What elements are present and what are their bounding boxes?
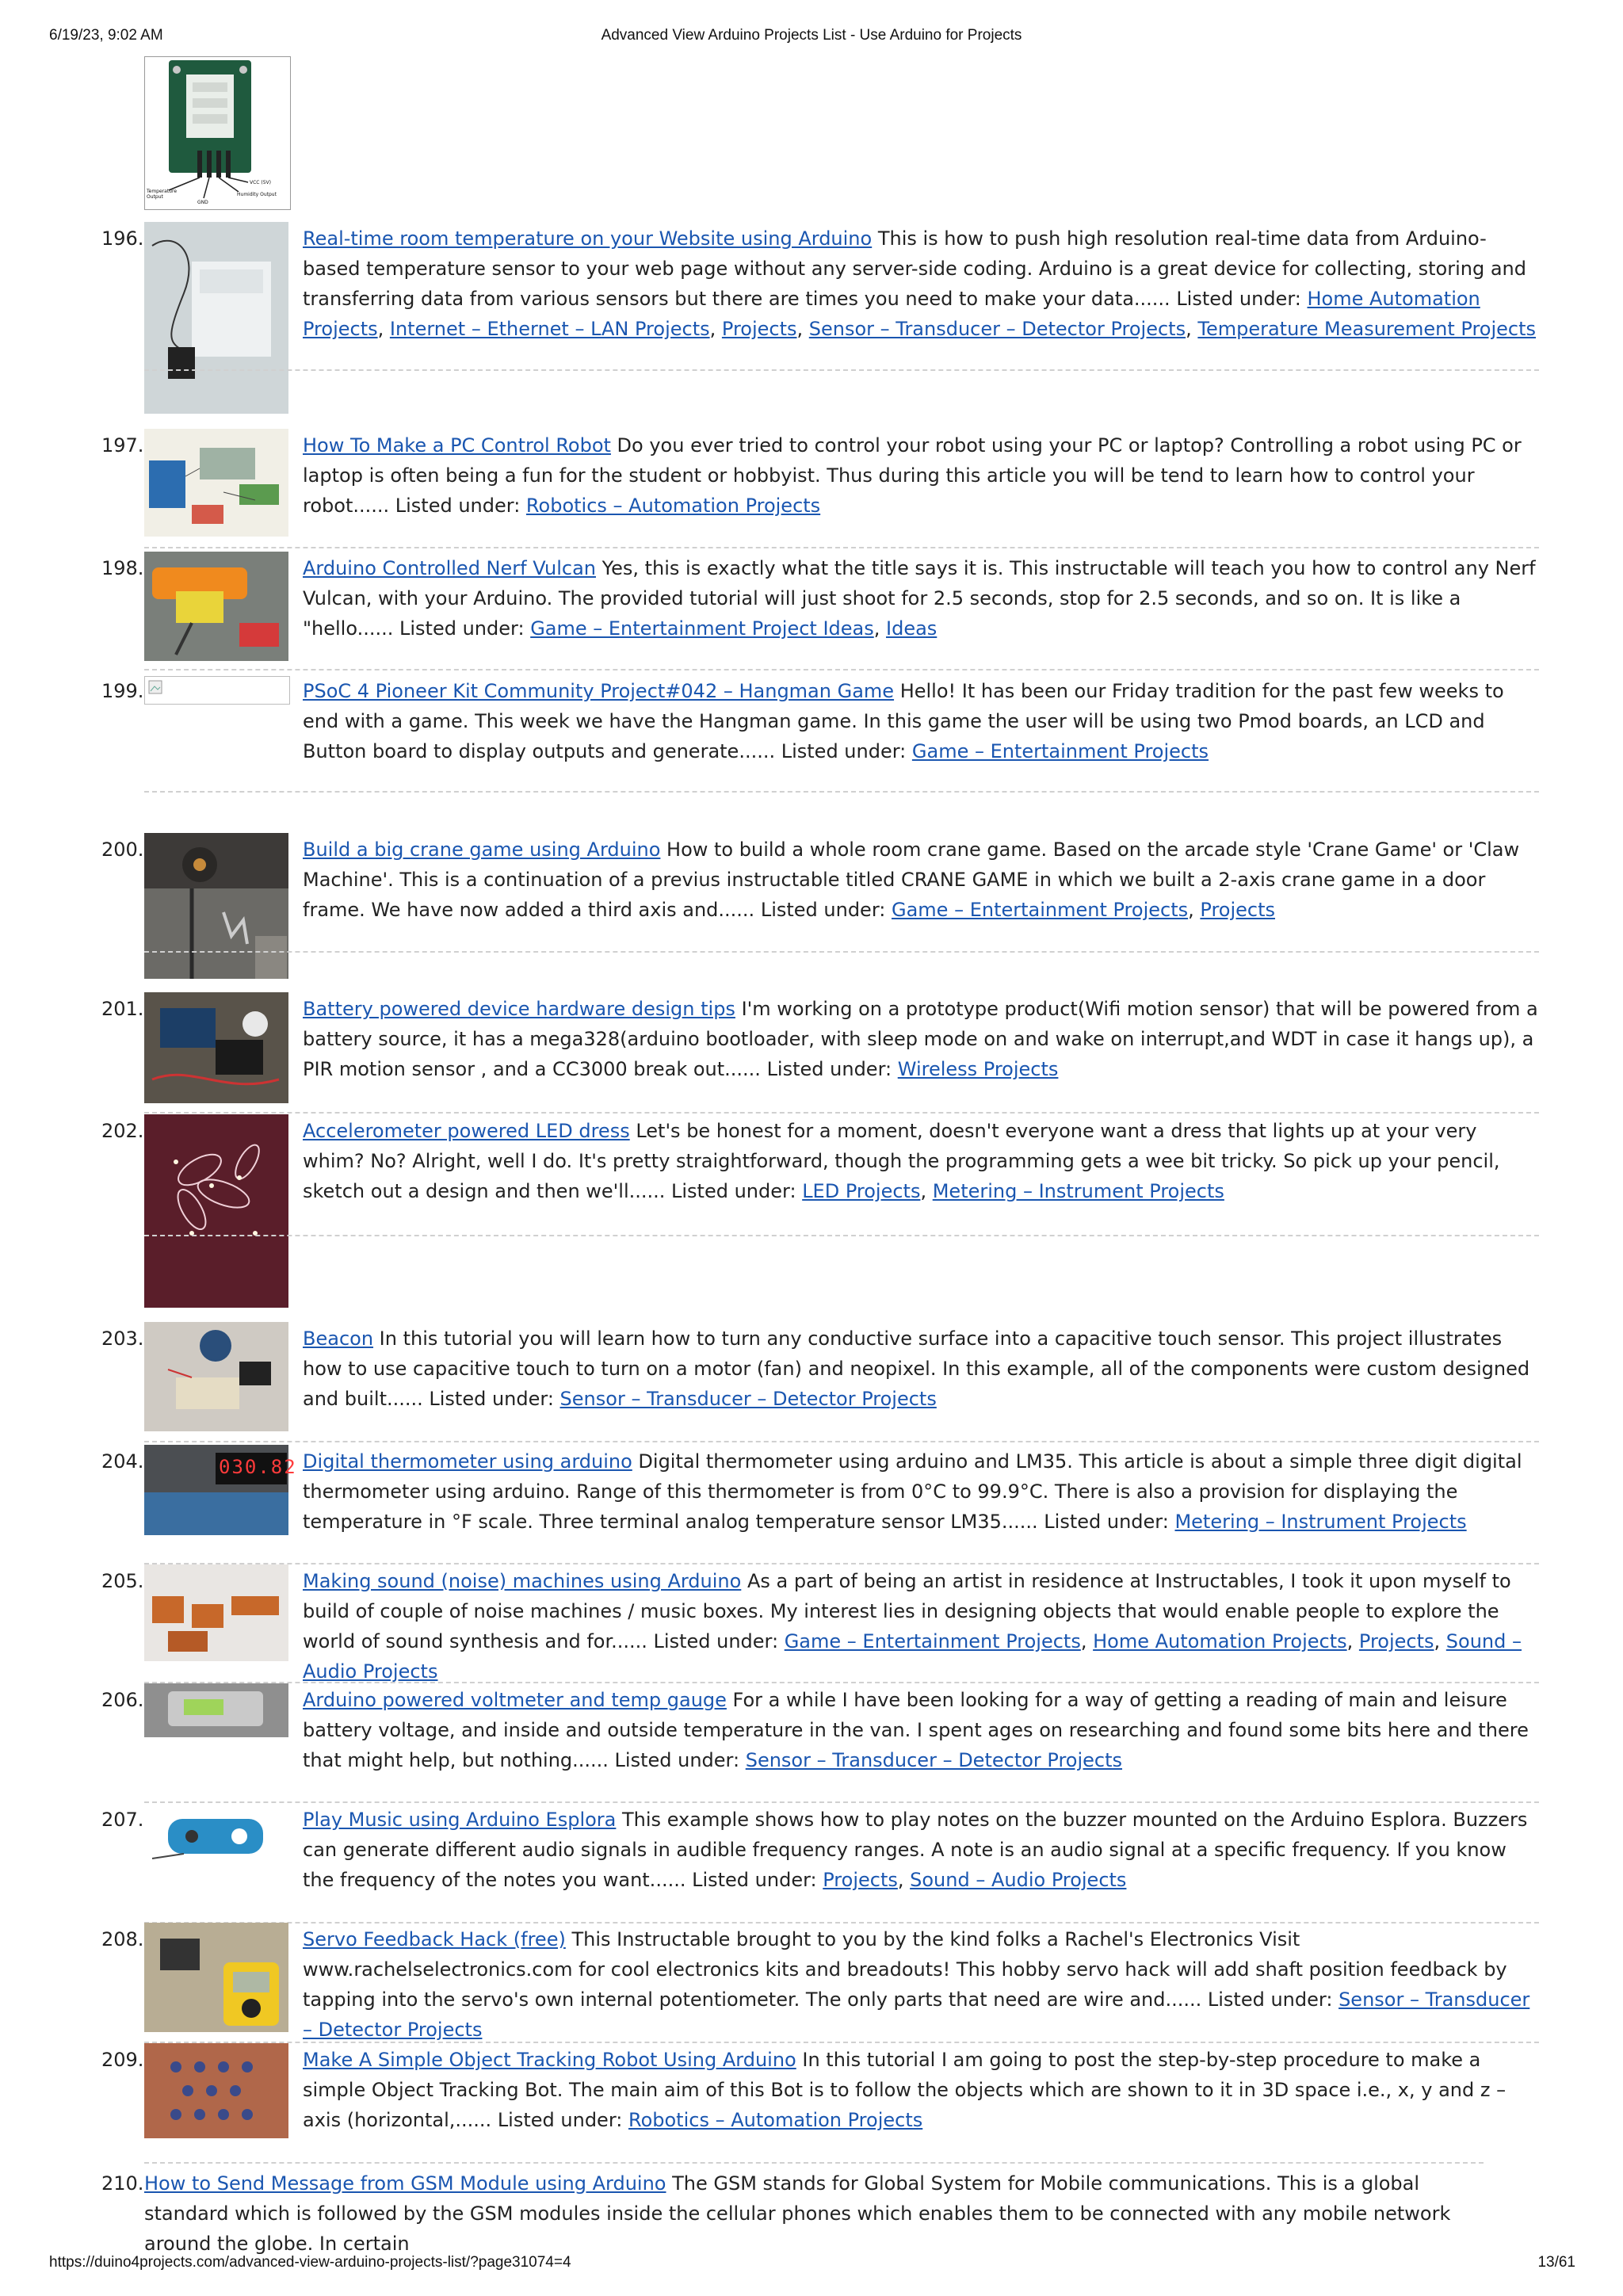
entry-number: 205. (101, 1570, 144, 1592)
entry-title-link[interactable]: How to Send Message from GSM Module using Arduino (144, 2172, 666, 2195)
entry-title-link[interactable]: How To Make a PC Control Robot (303, 434, 611, 457)
print-date: 6/19/23, 9:02 AM (49, 27, 163, 44)
category-link[interactable]: Sensor – Transducer – Detector Projects (745, 1749, 1123, 1771)
entry-description: As a part of being an artist in residence at Instructables, I took it upon myself to build of couple of noise machines / music boxes. My interest lies in designing objects that would enable people to explore the world of sound synthesis and for...... Listed under: (303, 1570, 1511, 1652)
label-gnd: GND (197, 200, 208, 205)
category-link[interactable]: Sound – Audio Projects (303, 1630, 1522, 1683)
category-link[interactable]: Game – Entertainment Project Ideas (530, 617, 874, 640)
category-link[interactable]: Metering – Instrument Projects (932, 1180, 1224, 1202)
entry-number: 197. (101, 434, 144, 457)
entry-thumbnail (144, 1564, 288, 1661)
entry-title-link[interactable]: Arduino powered voltmeter and temp gauge (303, 1689, 727, 1711)
category-link[interactable]: Projects (1200, 899, 1276, 921)
entry-text (303, 676, 1539, 766)
entry-number: 206. (101, 1689, 144, 1711)
entry-title-link[interactable]: Build a big crane game using Arduino (303, 839, 661, 861)
category-link[interactable]: Internet – Ethernet – LAN Projects (389, 318, 710, 340)
entry-thumbnail (144, 552, 288, 661)
entry-divider (144, 669, 1539, 670)
entry-number: 199. (101, 680, 144, 702)
entry-number: 208. (101, 1928, 144, 1950)
entry-description: For a while I have been looking for a way of getting a reading of main and leisure battery voltage, and inside and outside temperature in the van. I spent ages on researching and found some bits here and there that might help, but nothing...... Listed under: (303, 1689, 1529, 1771)
category-link[interactable]: Metering – Instrument Projects (1174, 1511, 1467, 1533)
category-link[interactable]: Home Automation Projects (1093, 1630, 1347, 1652)
entry-title-link[interactable]: Arduino Controlled Nerf Vulcan (303, 557, 596, 579)
label-temperature-output: Temperature Output (147, 189, 178, 200)
category-link[interactable]: Sound – Audio Projects (910, 1869, 1127, 1891)
entry-divider (144, 369, 1539, 371)
entry-description: In this tutorial I am going to post the step-by-step procedure to make a simple Object Tracking Bot. The main aim of this Bot is to follow the objects which are shown to it in 3D space i.e., x, y and z – axis (horizontal,...... Listed under: (303, 2049, 1507, 2131)
entry-thumbnail (144, 1803, 288, 1874)
category-link[interactable]: Ideas (886, 617, 938, 640)
entry-number: 198. (101, 557, 144, 579)
entry-description: Digital thermometer using arduino and LM35. This article is about a simple three digit digital thermometer using arduino. Range of this thermometer is from 0°C to 99.9°C. There is also a provision for displaying the temperature in °F scale. Three terminal analog temperature sensor LM35...... Listed under: (303, 1450, 1522, 1533)
entry-description: Hello! It has been our Friday tradition for the past few weeks to end with a game. This week we have the Hangman game. In this game the user will be using two Pmod boards, an LCD and Button board to display outputs and generate...... Listed under: (303, 680, 1504, 762)
entry-description: Let's be honest for a moment, doesn't everyone want a dress that lights up at your very whim? No? Alright, well I do. It's pretty straightforward, though the programming gets a wee bit tricky. So pick up your pencil, sketch out a design and then we'll...... Listed under: (303, 1120, 1500, 1202)
entry-divider (144, 951, 1539, 953)
led-display-readout: 030.82 (219, 1456, 297, 1478)
entry-text (303, 1685, 1539, 1775)
category-link[interactable]: Projects (721, 318, 797, 340)
category-link[interactable]: Robotics – Automation Projects (628, 2109, 923, 2131)
category-link[interactable]: Robotics – Automation Projects (525, 495, 821, 517)
category-link[interactable]: Game – Entertainment Projects (911, 740, 1209, 762)
entry-title-link[interactable]: Make A Simple Object Tracking Robot Using Arduino (303, 2049, 796, 2071)
entry-title-link[interactable]: PSoC 4 Pioneer Kit Community Project#042 – Hangman Game (303, 680, 895, 702)
entry-text: Play Music using Arduino Esplora This example shows how to play notes on the buzzer mounted on the Arduino Esplora. Buzzers can generate different audio signals in audible frequency ranges. A note is an audio signal at a specific frequency. If you know the frequency of the notes you want...... Listed under: Projects, Sound – Audio Projects (303, 1809, 1528, 1891)
entry-text (303, 994, 1539, 1084)
entry-description: This Instructable brought to you by the kind folks a Rachel's Electronics Visit www.rachelselectronics.com for cool electronics kits and breadouts! This hobby servo hack will add shaft position feedback by tapping into the servo's own internal potentiometer. The only parts that need are wire and...... Listed under: (303, 1928, 1507, 2011)
category-link[interactable]: Temperature Measurement Projects (1197, 318, 1537, 340)
category-link[interactable]: Wireless Projects (897, 1058, 1059, 1080)
entry-text: Making sound (noise) machines using Arduino As a part of being an artist in residence at Instructables, I took it upon myself to build of couple of noise machines / music boxes. My interest lies in designing objects that would enable people to explore the world of sound synthesis and for...... Listed under: Game – Entertainment Projects, Home Automation Projects, Projects, Sound – Audio Projects (303, 1570, 1522, 1683)
entry-number: 204. (101, 1450, 144, 1473)
entry-number: 200. (101, 839, 144, 861)
category-link[interactable]: Sensor – Transducer – Detector Projects (559, 1388, 937, 1410)
entry-title-link[interactable]: Digital thermometer using arduino (303, 1450, 632, 1473)
category-link[interactable]: Home Automation Projects (303, 288, 1480, 340)
entry-divider (144, 2042, 1539, 2043)
entry-text: Build a big crane game using Arduino How to build a whole room crane game. Based on the arcade style 'Crane Game' or 'Claw Machine'. This is a continuation of a previus instructable titled CRANE GAME in which we built a 2-axis crane game in a door frame. We have now added a third axis and...... Listed under: Game – Entertainment Projects, Projects (303, 839, 1520, 921)
entry-text (144, 2168, 1484, 2255)
entry-thumbnail (144, 1445, 297, 1535)
page-number: 13/61 (1537, 2254, 1575, 2271)
entry-text (303, 1446, 1539, 1537)
category-link[interactable]: Projects (823, 1869, 898, 1891)
entry-title-link[interactable]: Play Music using Arduino Esplora (303, 1809, 617, 1831)
entry-description: Do you ever tried to control your robot using your PC or laptop? Controlling a robot using PC or laptop is often being a fun for the student or hobbyist. Thus during this article you will be tend to learn how to control your robot...... Listed under: (303, 434, 1522, 517)
entry-text: Real-time room temperature on your Website using Arduino This is how to push high resolution real-time data from Arduino-based temperature sensor to your web page without any server-side coding. Arduino is a great device for collecting, storing and transferring data from various sensors but there are times you need to make your data...... Listed under: Home Automation Projects, Internet – Ethernet – LAN Projects, Projects, Sensor – Transducer – Detector Projects, Temperature Measurement Projects (303, 227, 1537, 340)
entry-thumbnail (144, 1114, 288, 1308)
entry-description: In this tutorial you will learn how to turn any conductive surface into a capacitive touch sensor. This project illustrates how to use capacitive touch to turn on a motor (fan) and neopixel. In this example, all of the components were custom designed and built...... Listed under: (303, 1328, 1530, 1410)
entry-number: 207. (101, 1809, 144, 1831)
entry-text (303, 430, 1539, 521)
entry-description: Yes, this is exactly what the title says it is. This instructable will teach you how to control any Nerf Vulcan, with your Arduino. The provided tutorial will just shoot for 2.5 seconds, stop for 2.5 seconds, and so on. It is like a "hello...... Listed under: (303, 557, 1536, 640)
print-footer (0, 2254, 1623, 2275)
entry-text (303, 2045, 1539, 2135)
entry-title-link[interactable]: Accelerometer powered LED dress (303, 1120, 630, 1142)
category-link[interactable]: Sensor – Transducer – Detector Projects (808, 318, 1186, 340)
entry-title-link[interactable]: Real-time room temperature on your Website using Arduino (303, 227, 873, 250)
category-link[interactable]: Sensor – Transducer – Detector Projects (303, 1988, 1530, 2041)
entry-thumbnail (144, 992, 288, 1103)
sensor-module-image (144, 56, 291, 210)
entry-title-link[interactable]: Servo Feedback Hack (free) (303, 1928, 566, 1950)
entry-number: 209. (101, 2049, 144, 2071)
category-link[interactable]: Game – Entertainment Projects (891, 899, 1189, 921)
entry-divider (144, 791, 1539, 793)
entry-divider (144, 1801, 1539, 1803)
entry-thumbnail (144, 1923, 288, 2032)
entry-text: Arduino Controlled Nerf Vulcan Yes, this is exactly what the title says it is. This instructable will teach you how to control any Nerf Vulcan, with your Arduino. The provided tutorial will just shoot for 2.5 seconds, stop for 2.5 seconds, and so on. It is like a "hello...... Listed under: Game – Entertainment Project Ideas, Ideas (303, 557, 1536, 640)
entry-title-link[interactable]: Making sound (noise) machines using Arduino (303, 1570, 742, 1592)
entry-title-link[interactable]: Beacon (303, 1328, 374, 1350)
entry-number: 201. (101, 998, 144, 1020)
entry-divider (144, 1922, 1539, 1924)
entry-thumbnail (144, 222, 288, 414)
label-humidity-output: Humidity Output (237, 192, 277, 197)
entry-divider (144, 1235, 1539, 1236)
entry-thumbnail (144, 1322, 288, 1431)
entry-thumbnail (144, 833, 288, 979)
entry-number: 210. (101, 2172, 144, 2195)
entry-divider (144, 547, 1539, 548)
entry-description: This is how to push high resolution real-time data from Arduino-based temperature sensor to your web page without any server-side coding. Arduino is a great device for collecting, storing and transferring data from various sensors but there are times you need to make your data...... Listed under: (303, 227, 1526, 310)
print-page-title: Advanced View Arduino Projects List - Use Arduino for Projects (601, 27, 1022, 44)
label-vcc: VCC (5V) (250, 180, 271, 185)
entry-text: Accelerometer powered LED dress Let's be honest for a moment, doesn't everyone want a dress that lights up at your very whim? No? Alright, well I do. It's pretty straightforward, though the programming gets a wee bit tricky. So pick up your pencil, sketch out a design and then we'll...... Listed under: LED Projects, Metering – Instrument Projects (303, 1120, 1500, 1202)
entry-thumbnail (144, 2043, 288, 2138)
entry-divider (144, 1563, 1539, 1564)
entry-description: This example shows how to play notes on the buzzer mounted on the Arduino Esplora. Buzzers can generate different audio signals in audible frequency ranges. A note is an audio signal at a specific frequency. If you know the frequency of the notes you want...... Listed under: (303, 1809, 1528, 1891)
broken-image-icon (144, 676, 290, 705)
entry-thumbnail (144, 1683, 288, 1737)
entry-text (303, 1324, 1539, 1414)
entry-number: 203. (101, 1328, 144, 1350)
entry-description: I'm working on a prototype product(Wifi motion sensor) that will be powered from a battery source, it has a mega328(arduino bootloader, with sleep mode on and wake on interrupt,and WDT in case it hangs up), a PIR motion sensor , and a CC3000 break out...... Listed under: (303, 998, 1538, 1080)
entry-number: 202. (101, 1120, 144, 1142)
entry-title-link[interactable]: Battery powered device hardware design tips (303, 998, 735, 1020)
category-link[interactable]: LED Projects (802, 1180, 921, 1202)
entry-description: How to build a whole room crane game. Based on the arcade style 'Crane Game' or 'Claw Machine'. This is a continuation of a previus instructable titled CRANE GAME in which we built a 2-axis crane game in a door frame. We have now added a third axis and...... Listed under: (303, 839, 1520, 921)
entry-text (303, 1924, 1539, 2045)
entry-description: The GSM stands for Global System for Mobile communications. This is a global standard which is followed by the GSM modules inside the cellular phones which enables them to be connected with any mobile network around the globe. In certain (144, 2172, 1451, 2255)
entry-number: 196. (101, 227, 144, 250)
print-header (0, 27, 1623, 48)
category-link[interactable]: Game – Entertainment Projects (784, 1630, 1081, 1652)
entry-divider (144, 2162, 1484, 2164)
print-url: https://duino4projects.com/advanced-view-arduino-projects-list/?page31074=4 (49, 2254, 571, 2271)
entry-divider (144, 1441, 1539, 1442)
entry-divider (144, 1682, 1539, 1683)
category-link[interactable]: Projects (1358, 1630, 1434, 1652)
entry-thumbnail (144, 429, 288, 537)
entry-divider (144, 1112, 1539, 1114)
